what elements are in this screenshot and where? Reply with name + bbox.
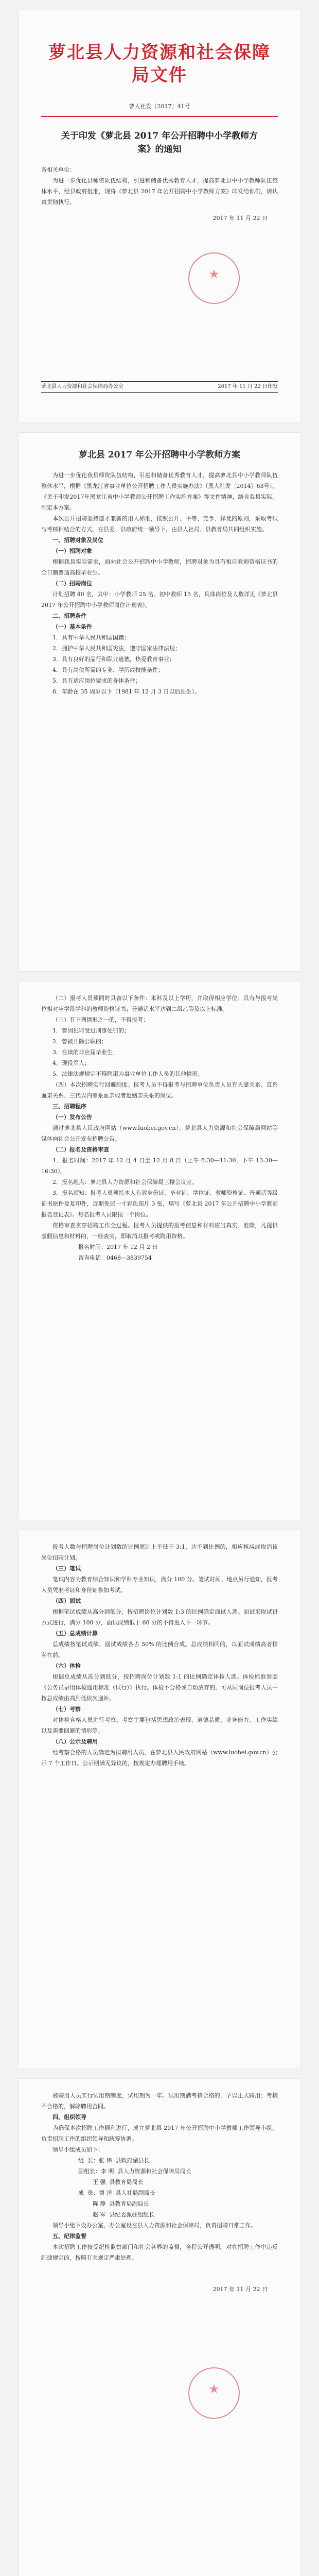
body-paragraph: 为确保本次招聘工作顺利进行，成立萝北县 2017 年公开招聘中小学教师工作领导小组，负责招聘工作的组织领导和统筹协调。 [41,2125,278,2142]
body-paragraph: 2．报名地点：萝北县人力资源和社会保障局三楼会议室。 [52,1179,198,1185]
subsection-heading: （六）体检 [52,1663,81,1669]
leader-intro: 领导小组成员如下： [52,2146,103,2153]
official-seal-icon [188,252,240,304]
leader-member: 组 长：张 伟 县政府副县长 [78,2157,150,2164]
leader-member: 赵 军 县纪委派驻组组长 [78,2211,155,2218]
body-paragraph: 1．曾因犯罪受过刑事处罚的； [52,1027,130,1034]
body-paragraph: 通过萝北县人民政府网站（www.luobei.gov.cn）、萝北县人力资源和社会保障局网站等媒体向社会公开发布招聘公告。 [41,1125,278,1142]
body-paragraph: 资格审查贯穿招聘工作全过程。报考人员提供的报考信息和材料应当真实、准确，凡提供虚假信息和材料的，一经查实，即取消其报考或聘用资格。 [41,1222,278,1240]
body-paragraph: 计划招聘 40 名，其中：小学教师 25 名、初中教师 15 名，具体岗位及人数详见《萝北县 2017 年公开招聘中小学教师岗位计划表》。 [41,591,278,608]
body-paragraph: 1．报名时间：2017 年 12 月 4 日至 12 月 8 日（上午 8:30—11:30，下午 13:30—16:30）。 [41,1157,278,1175]
leader-member: 副组长：李 明 县人力资源和社会保障局局长 [78,2168,191,2175]
sign-date: 2017 年 11 月 22 日 [212,215,268,222]
body-paragraph: （四）本次招聘实行回避制度。报考人员不得报考与招聘单位负责人员有夫妻关系、直系血亲关系、三代以内旁系血亲或者近姻亲关系的岗位。 [41,1081,278,1099]
body-paragraph: 3．在读的非应届毕业生； [52,1049,118,1056]
body-paragraph: 经考察合格的人员确定为拟聘用人员，在萝北县人民政府网站（www.luobei.gov.cn）公示 7 个工作日。公示期满无异议的，按规定办理聘用手续。 [41,1749,278,1767]
condition-item: 3．具有良好的品行和职业道德，热爱教育事业； [52,656,175,663]
body-paragraph: （二）报考人员须同时具备以下条件：本科及以上学历，并取得相应学位；具有与报考岗位相对应学段学科的教师资格证书；普通话水平达到二级乙等及以上标准。 [41,995,278,1012]
leader-member: 王 强 县教育局局长 [78,2179,144,2185]
body-paragraph: 领导小组下设办公室，办公室设在县人力资源和社会保障局，负责招聘日常工作。 [52,2222,256,2229]
subsection-heading: （一）招聘对象 [52,548,92,554]
leader-member: 陈 静 县教育局副局长 [78,2200,149,2207]
section-heading: 一、招聘对象及岗位 [52,537,103,544]
notice-body: 为进一步优化县师资队伍结构，引进和储备优秀教育人才，提高萝北县中小学教师队伍整体水平，经县政府批准，现将《萝北县 2017 年公开招聘中小学教师方案》印发给你们，请认真贯彻执行。 [41,177,278,206]
sign-date: 2017 年 11 月 22 日 [212,2286,268,2293]
document-page-1 [19,10,300,422]
body-paragraph: 根据我县实际需求，面向社会公开招聘中小学教师，招聘对象为具有相应教师资格证书的全日制普通高校毕业生。 [41,558,278,576]
body-paragraph: 笔试内容为教育综合知识和学科专业知识，满分 100 分。笔试时间、地点另行通知，报考人员凭准考证和身份证参加考试。 [41,1576,278,1594]
section-heading: 四、组织领导 [52,2114,86,2121]
condition-item: 1．具有中华人民共和国国籍； [52,634,130,641]
registration-date: 报名时间：2017 年 12 月 2 日 [78,1244,158,1250]
body-paragraph: 报考人数与招聘岗位计划数的比例原则上不低于 3:1，达不到比例的，相应核减或取消该岗位招聘计划。 [41,1544,278,1561]
document-page-5 [19,2079,300,2576]
body-paragraph: 被聘用人员实行试用期制度，试用期为一年。试用期满考核合格的，予以正式聘用；考核不合格的，解除聘用合同。 [41,2092,278,2110]
notice-title-line-2: 案》的通知 [137,144,182,155]
subsection-heading: （一）基本条件 [52,623,92,630]
plan-title: 萝北县 2017 年公开招聘中小学教师方案 [78,450,241,460]
body-paragraph: （三）有下列情形之一的，不得报考： [52,1016,149,1023]
body-paragraph: 总成绩按笔试成绩、面试成绩各占 50% 的比例合成。总成绩相同的，以面试成绩高者排名在前。 [41,1641,278,1658]
notice-title-line-1: 关于印发《萝北县 2017 年公开招聘中小学教师方 [61,131,258,141]
body-paragraph: 根据笔试成绩从高分到低分，按招聘岗位计划数 1:3 的比例确定面试人选。面试采取试讲方式进行，满分 100 分，面试成绩低于 60 分的不得进入下一环节。 [41,1608,278,1626]
document-page-3 [19,981,300,1520]
intro-paragraph: 本次公开招聘坚持德才兼备的用人标准，按照公开、平等、竞争、择优的原则，采取考试与考核相结合的方式，在县委、县政府统一领导下，由县人社局、县教育局共同组织实施。 [41,515,278,533]
footer-issuer: 萝北县人力资源和社会保障局办公室 [41,384,123,389]
official-seal-icon [188,2367,240,2419]
subsection-heading: （八）公示及聘用 [52,1738,98,1745]
subsection-heading: （二）报名及资格审查 [52,1146,109,1153]
body-paragraph: 4．现役军人； [52,1060,90,1066]
section-heading: 五、纪律监督 [52,2233,86,2240]
section-heading: 二、招聘条件 [52,613,86,619]
leader-member: 成 员：刘 洋 县人社局副局长 [78,2190,155,2196]
condition-item: 5．具有适应岗位要求的身体条件； [52,677,141,684]
body-paragraph: 对体检合格人员进行考察。考察主要包括思想政治表现、道德品质、业务能力、工作实绩以及需要回避的情形等。 [41,1717,278,1734]
footer-date: 2017 年 11 月 22 日印发 [218,384,278,389]
issuance-footer [41,381,278,393]
subsection-heading: （二）招聘岗位 [52,580,92,587]
red-divider [41,116,278,117]
condition-item: 6．年龄在 35 周岁以下（1981 年 12 月 3 日以后出生）。 [52,688,200,695]
section-heading: 三、招聘程序 [52,1103,86,1110]
red-header-title: 萝北县人力资源和社会保障局文件 [48,42,271,86]
body-paragraph: 2．曾被开除公职的； [52,1038,107,1045]
intro-paragraph: 为进一步优化我县师资队伍结构，引进和储备优秀教育人才，提高萝北县中小学教师队伍整体水平，根据《黑龙江省事业单位公开招聘工作人员实施办法》（黑人社发〔2014〕63号）、《关于印发2017年黑龙江省中小学教师公开招聘工作实施方案》等文件精神，结合我县实际，制定本方案。 [41,472,278,511]
body-paragraph: 根据总成绩从高分到低分，按招聘岗位计划数 1:1 的比例确定体检人选。体检标准参照《公务员录用体检通用标准（试行）》执行。体检不合格或自动放弃的，可从同岗位报考人员中按总成绩由高到低依次递补。 [41,1673,278,1702]
subsection-heading: （四）面试 [52,1598,81,1604]
contact-phone: 咨询电话：0468—3839754 [78,1255,152,1261]
salutation: 各相关单位： [41,166,75,173]
subsection-heading: （一）发布公告 [52,1114,92,1121]
subsection-heading: （五）总成绩计算 [52,1630,98,1637]
document-page-4 [19,1530,300,2069]
subsection-heading: （三）笔试 [52,1565,81,1572]
document-number: 萝人社发〔2017〕41号 [129,103,190,110]
body-paragraph: 本次招聘工作接受纪检监察部门和社会各界的监督，全程公开透明。对在招聘工作中违反纪律规定的，按照有关规定严肃处理。 [41,2244,278,2261]
condition-item: 4．具有岗位所需的专业、学历或技能条件； [52,667,164,673]
body-paragraph: 3．报名须知：报考人员须持本人有效身份证、毕业证、学位证、教师资格证、普通话等级证书原件及复印件，近期免冠一寸彩色照片 3 张，填写《萝北县 2017 年公开招聘中小学教师报名登记表》。每名报考人员限报一个岗位。 [41,1190,278,1218]
document-page-2 [19,433,300,971]
body-paragraph: 5．法律法规规定不得聘用为事业单位工作人员的其他情形。 [52,1071,203,1077]
condition-item: 2．拥护中华人民共和国宪法，遵守国家法律法规； [52,645,181,652]
subsection-heading: （七）考察 [52,1706,81,1713]
